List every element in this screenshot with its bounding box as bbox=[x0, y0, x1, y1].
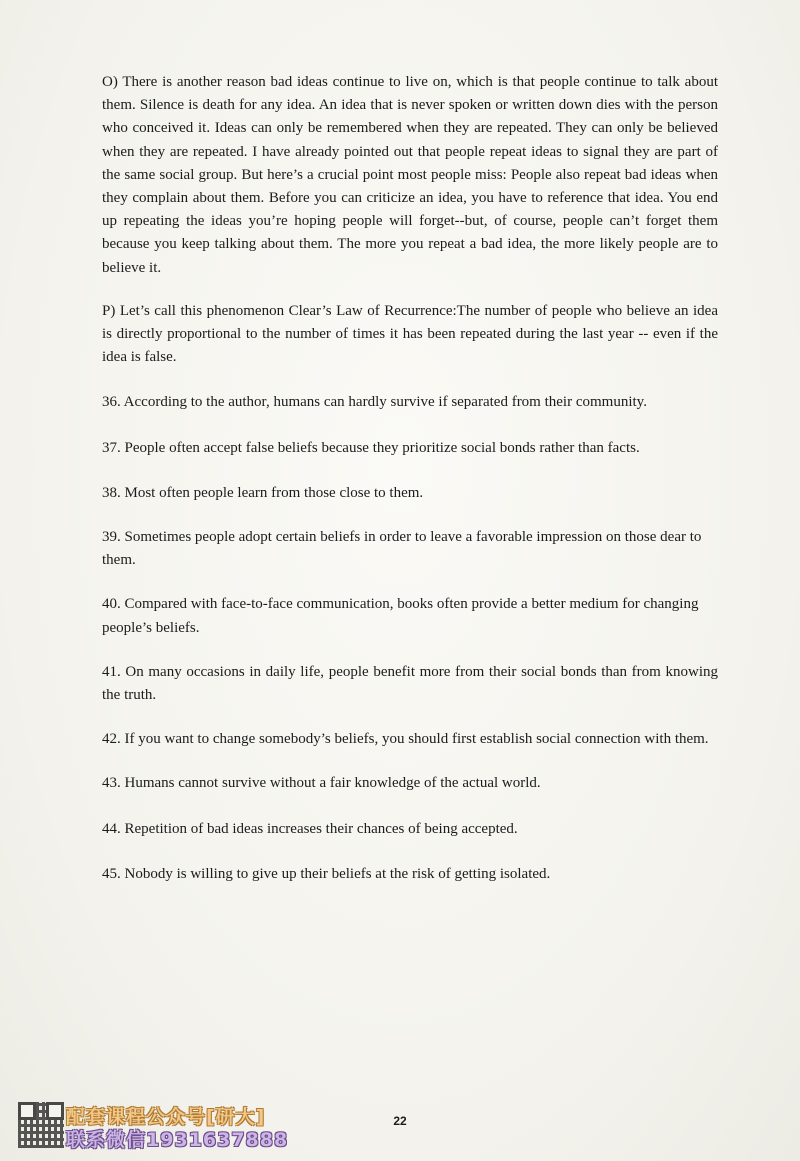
question-45: 45. Nobody is willing to give up their beliefs at the risk of getting isolated. bbox=[102, 865, 551, 882]
question-42: 42. If you want to change somebody’s beliefs, you should first establish social connection with them. bbox=[102, 731, 709, 748]
question-44: 44. Repetition of bad ideas increases their chances of being accepted. bbox=[102, 820, 518, 837]
watermark-line-1: 配套课程公众号[研大] bbox=[66, 1106, 266, 1128]
page-content bbox=[102, 71, 718, 886]
question-38: 38. Most often people learn from those close to them. bbox=[102, 484, 424, 501]
passage-paragraph-o: O) There is another reason bad ideas continue to live on, which is that people continue to talk about them. Silence is death for any idea. An idea that is never spoken or written down dies with the person who conceived it. Ideas can only be remembered when they are repeated. They can only be believed when they are repeated. I have already pointed out that people repeat ideas to signal they are part of the same social group. But here’s a crucial point most people miss: People also repeat bad ideas when they complain about them. Before you can criticize an idea, you have to reference that idea. You end up repeating the ideas you’re hoping people will forget--but, of course, people can’t forget them because you keep talking about them. The more you repeat a bad idea, the more likely people are to believe it. bbox=[102, 74, 718, 276]
question-37: 37. People often accept false beliefs because they prioritize social bonds rather than facts. bbox=[102, 439, 640, 456]
page-number: 22 bbox=[393, 1114, 407, 1128]
passage-paragraph-p: P) Let’s call this phenomenon Clear’s Law of Recurrence:The number of people who believe an idea is directly proportional to the number of times it has been repeated during the last year -- even if the idea is false. bbox=[102, 302, 718, 366]
question-36: 36. According to the author, humans can hardly survive if separated from their community. bbox=[102, 394, 647, 411]
question-43: 43. Humans cannot survive without a fair knowledge of the actual world. bbox=[102, 775, 541, 792]
question-41: 41. On many occasions in daily life, people benefit more from their social bonds than from knowing the truth. bbox=[102, 663, 718, 704]
watermark-footer bbox=[18, 1100, 318, 1152]
question-40: 40. Compared with face-to-face communication, books often provide a better medium for changing people’s beliefs. bbox=[102, 596, 699, 636]
watermark-line-2: 联系微信1931637888 bbox=[66, 1129, 289, 1151]
qr-code-icon bbox=[18, 1102, 64, 1148]
question-39: 39. Sometimes people adopt certain beliefs in order to leave a favorable impression on those dear to them. bbox=[102, 529, 702, 569]
